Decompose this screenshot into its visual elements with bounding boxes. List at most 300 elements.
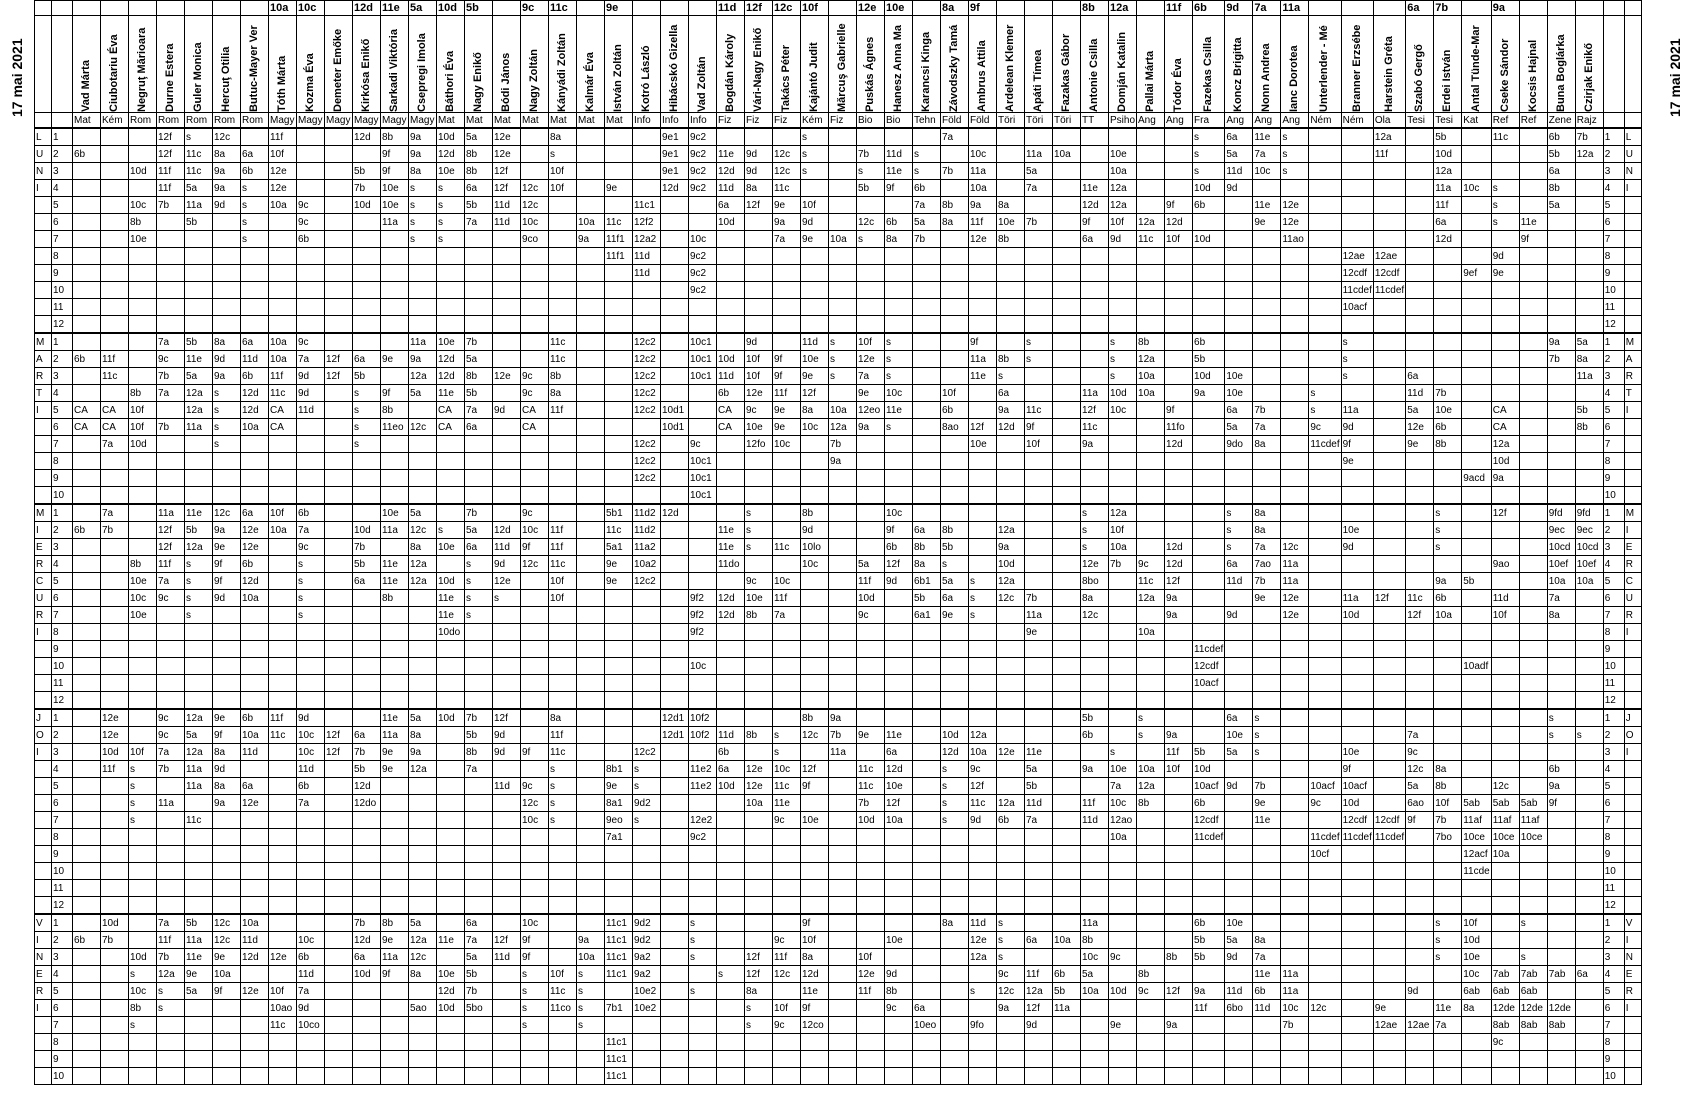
homeroom-class xyxy=(241,1,269,16)
schedule-cell: 12c xyxy=(521,180,549,197)
schedule-cell xyxy=(1081,1000,1109,1017)
schedule-cell: 6b xyxy=(1434,590,1462,607)
schedule-cell xyxy=(129,641,157,658)
schedule-cell xyxy=(325,197,353,214)
schedule-cell xyxy=(1109,897,1137,915)
schedule-cell xyxy=(381,880,409,897)
schedule-cell: CA xyxy=(269,419,297,436)
schedule-cell xyxy=(325,248,353,265)
schedule-cell xyxy=(521,590,549,607)
schedule-cell: 12eo xyxy=(857,402,885,419)
schedule-cell xyxy=(325,573,353,590)
schedule-cell xyxy=(1253,487,1281,505)
schedule-cell: CA xyxy=(101,402,129,419)
schedule-cell xyxy=(941,709,969,727)
schedule-cell: 8b xyxy=(381,128,409,146)
schedule-cell xyxy=(129,453,157,470)
schedule-cell xyxy=(1575,846,1603,863)
schedule-cell xyxy=(241,658,269,675)
period-number: 7 xyxy=(1603,436,1624,453)
schedule-cell xyxy=(1462,368,1492,385)
schedule-cell: 12f xyxy=(1025,1000,1053,1017)
schedule-cell xyxy=(1025,128,1053,146)
schedule-cell xyxy=(73,1000,101,1017)
teacher-name: Kajántó Judit xyxy=(808,42,820,112)
schedule-cell: 9d xyxy=(745,163,773,180)
schedule-cell xyxy=(1081,778,1109,795)
schedule-cell xyxy=(1193,402,1225,419)
schedule-cell xyxy=(801,658,829,675)
schedule-cell xyxy=(465,692,493,710)
schedule-cell xyxy=(661,744,689,761)
schedule-cell xyxy=(1053,829,1081,846)
schedule-cell xyxy=(1193,607,1225,624)
schedule-cell xyxy=(829,128,857,146)
homeroom-class xyxy=(157,1,185,16)
schedule-cell xyxy=(1434,487,1462,505)
schedule-cell xyxy=(549,658,577,675)
schedule-cell xyxy=(577,282,605,299)
schedule-cell xyxy=(157,402,185,419)
schedule-cell: 11d2 xyxy=(633,522,661,539)
schedule-cell xyxy=(661,880,689,897)
schedule-cell xyxy=(1547,983,1575,1000)
schedule-cell xyxy=(325,624,353,641)
schedule-cell xyxy=(1109,641,1137,658)
schedule-cell: 10c xyxy=(885,385,913,402)
schedule-cell xyxy=(325,1068,353,1085)
schedule-cell: s xyxy=(857,231,885,248)
schedule-cell xyxy=(633,1068,661,1085)
schedule-cell xyxy=(73,709,101,727)
teacher-name: Báthori Éva xyxy=(444,50,456,112)
schedule-cell: 11d xyxy=(1025,795,1053,812)
schedule-cell xyxy=(577,539,605,556)
schedule-cell xyxy=(661,778,689,795)
schedule-cell xyxy=(1406,658,1434,675)
schedule-cell xyxy=(689,197,717,214)
teacher-name-cell xyxy=(549,16,577,113)
schedule-cell xyxy=(1225,299,1253,316)
schedule-cell xyxy=(185,231,213,248)
schedule-cell: 11c xyxy=(1406,590,1434,607)
day-letter: T xyxy=(35,385,52,402)
schedule-cell xyxy=(941,316,969,334)
schedule-cell xyxy=(1462,436,1492,453)
schedule-cell xyxy=(1193,522,1225,539)
schedule-cell: 12de xyxy=(1519,1000,1547,1017)
corner-cell xyxy=(52,1,73,16)
schedule-cell xyxy=(829,829,857,846)
schedule-cell xyxy=(1575,744,1603,761)
schedule-cell xyxy=(297,641,325,658)
schedule-cell: 11e xyxy=(437,590,465,607)
schedule-cell xyxy=(1373,880,1405,897)
schedule-cell: 7a xyxy=(157,914,185,932)
schedule-cell xyxy=(1193,863,1225,880)
teacher-name-cell xyxy=(829,16,857,113)
schedule-cell: 5b xyxy=(353,761,381,778)
schedule-cell xyxy=(465,436,493,453)
day-letter: R xyxy=(35,368,52,385)
day-letter xyxy=(35,658,52,675)
schedule-cell xyxy=(745,932,773,949)
schedule-cell xyxy=(1053,863,1081,880)
schedule-cell xyxy=(353,641,381,658)
schedule-cell: s xyxy=(549,778,577,795)
schedule-cell xyxy=(549,197,577,214)
schedule-cell: 11d xyxy=(241,932,269,949)
schedule-cell xyxy=(1373,914,1405,932)
schedule-cell xyxy=(941,1051,969,1068)
schedule-cell xyxy=(493,333,521,351)
teacher-name-cell xyxy=(381,16,409,113)
schedule-cell xyxy=(1547,914,1575,932)
schedule-cell xyxy=(661,333,689,351)
schedule-cell xyxy=(157,214,185,231)
schedule-cell xyxy=(605,419,633,436)
schedule-cell: 9d xyxy=(213,590,241,607)
schedule-cell xyxy=(745,658,773,675)
schedule-cell xyxy=(1281,880,1309,897)
schedule-cell: 9d xyxy=(745,146,773,163)
schedule-cell xyxy=(829,504,857,522)
schedule-cell xyxy=(213,675,241,692)
schedule-cell xyxy=(1309,214,1341,231)
schedule-cell xyxy=(689,573,717,590)
schedule-cell xyxy=(325,812,353,829)
period-number: 7 xyxy=(1603,607,1624,624)
schedule-cell: 10c xyxy=(689,658,717,675)
schedule-cell: 9fo xyxy=(969,1017,997,1034)
schedule-cell xyxy=(1519,282,1547,299)
schedule-cell xyxy=(1025,914,1053,932)
schedule-cell: 12ae xyxy=(1406,1017,1434,1034)
schedule-cell xyxy=(241,1000,269,1017)
schedule-cell xyxy=(1253,282,1281,299)
schedule-cell: 9d xyxy=(801,214,829,231)
day-letter: M xyxy=(1624,504,1641,522)
schedule-cell: 11d xyxy=(1253,1000,1281,1017)
schedule-cell: 11e2 xyxy=(689,761,717,778)
schedule-cell xyxy=(1575,1068,1603,1085)
schedule-cell xyxy=(465,1051,493,1068)
schedule-cell xyxy=(353,1017,381,1034)
schedule-cell xyxy=(941,1068,969,1085)
schedule-cell: 9f xyxy=(801,778,829,795)
day-letter xyxy=(35,863,52,880)
schedule-cell xyxy=(101,863,129,880)
schedule-cell: 5a xyxy=(1225,146,1253,163)
schedule-cell xyxy=(1225,846,1253,863)
schedule-cell xyxy=(997,333,1025,351)
schedule-cell xyxy=(1373,436,1405,453)
schedule-cell: 8b1 xyxy=(605,761,633,778)
schedule-cell: 9a xyxy=(1165,590,1193,607)
schedule-cell xyxy=(1462,675,1492,692)
schedule-cell xyxy=(465,863,493,880)
schedule-cell: 10f xyxy=(549,163,577,180)
schedule-cell: 11eo xyxy=(381,419,409,436)
schedule-cell xyxy=(325,299,353,316)
schedule-cell: 9d xyxy=(493,556,521,573)
schedule-cell: 12e xyxy=(1281,197,1309,214)
teacher-name-cell xyxy=(885,16,913,113)
schedule-cell: 10f xyxy=(1462,914,1492,932)
schedule-cell: 9c xyxy=(1309,795,1341,812)
schedule-cell: 11d xyxy=(717,180,745,197)
schedule-cell xyxy=(689,897,717,915)
schedule-cell xyxy=(269,658,297,675)
subject-cell: Tehn xyxy=(913,113,941,129)
day-letter xyxy=(1624,812,1641,829)
schedule-cell xyxy=(1406,641,1434,658)
schedule-cell xyxy=(1137,949,1165,966)
schedule-cell xyxy=(773,504,801,522)
schedule-cell xyxy=(213,880,241,897)
schedule-cell: 10a xyxy=(1109,829,1137,846)
schedule-cell: 10e xyxy=(1462,949,1492,966)
schedule-cell xyxy=(409,778,437,795)
schedule-cell: 12f xyxy=(1165,983,1193,1000)
schedule-cell: s xyxy=(745,1000,773,1017)
schedule-cell xyxy=(269,265,297,282)
schedule-cell xyxy=(1519,197,1547,214)
schedule-cell xyxy=(157,316,185,334)
schedule-cell: 10f xyxy=(1109,214,1137,231)
schedule-cell xyxy=(773,248,801,265)
schedule-cell xyxy=(773,522,801,539)
schedule-cell xyxy=(689,1017,717,1034)
schedule-cell: 9c2 xyxy=(689,829,717,846)
schedule-cell xyxy=(129,914,157,932)
subject-cell: Magy xyxy=(325,113,353,129)
schedule-cell xyxy=(549,282,577,299)
schedule-cell xyxy=(1225,1068,1253,1085)
subject-cell: Bio xyxy=(885,113,913,129)
schedule-cell xyxy=(185,453,213,470)
schedule-cell: 6b xyxy=(1053,966,1081,983)
schedule-cell xyxy=(129,1051,157,1068)
schedule-cell xyxy=(297,829,325,846)
schedule-cell xyxy=(689,675,717,692)
schedule-cell: 12e xyxy=(241,539,269,556)
schedule-cell xyxy=(633,829,661,846)
teacher-name: Hibácskó Gizella xyxy=(668,24,680,112)
schedule-cell xyxy=(1165,812,1193,829)
schedule-cell: 11e xyxy=(885,727,913,744)
schedule-cell xyxy=(297,1068,325,1085)
schedule-cell xyxy=(185,1017,213,1034)
schedule-cell xyxy=(829,1017,857,1034)
schedule-cell xyxy=(1373,385,1405,402)
schedule-cell xyxy=(969,863,997,880)
schedule-cell xyxy=(1281,265,1309,282)
schedule-cell xyxy=(885,1034,913,1051)
period-number: 10 xyxy=(1603,1068,1624,1085)
day-letter xyxy=(35,436,52,453)
schedule-cell: 10d xyxy=(1193,761,1225,778)
schedule-cell: CA xyxy=(101,419,129,436)
period-number: 10 xyxy=(1603,282,1624,299)
schedule-cell xyxy=(1137,1068,1165,1085)
schedule-cell xyxy=(745,556,773,573)
schedule-cell xyxy=(1519,1034,1547,1051)
day-letter: E xyxy=(35,539,52,556)
schedule-cell xyxy=(1053,761,1081,778)
schedule-cell xyxy=(773,983,801,1000)
schedule-cell: 8b xyxy=(129,385,157,402)
schedule-cell xyxy=(1406,299,1434,316)
schedule-cell: 6ab xyxy=(1462,983,1492,1000)
schedule-cell xyxy=(493,487,521,505)
schedule-cell xyxy=(73,812,101,829)
schedule-cell xyxy=(689,539,717,556)
schedule-cell xyxy=(661,197,689,214)
period-row xyxy=(35,487,1642,505)
schedule-cell: 11e xyxy=(437,932,465,949)
schedule-cell xyxy=(297,470,325,487)
schedule-cell xyxy=(1281,402,1309,419)
schedule-cell: 12cdf xyxy=(1341,265,1373,282)
subject-cell: Töri xyxy=(997,113,1025,129)
schedule-cell: 10d xyxy=(1193,368,1225,385)
schedule-cell xyxy=(1081,351,1109,368)
period-number: 12 xyxy=(52,316,73,334)
schedule-cell: 12f xyxy=(745,197,773,214)
schedule-cell xyxy=(1434,727,1462,744)
schedule-cell: s xyxy=(213,385,241,402)
schedule-cell: s xyxy=(353,385,381,402)
schedule-cell: s xyxy=(1193,128,1225,146)
schedule-cell: 6b xyxy=(1193,795,1225,812)
schedule-cell xyxy=(213,231,241,248)
schedule-cell xyxy=(1575,914,1603,932)
schedule-cell xyxy=(409,402,437,419)
schedule-cell: 11a xyxy=(157,504,185,522)
schedule-cell xyxy=(1281,675,1309,692)
schedule-cell: 11e xyxy=(1519,214,1547,231)
day-letter xyxy=(35,282,52,299)
period-number: 5 xyxy=(52,983,73,1000)
schedule-cell xyxy=(1253,658,1281,675)
schedule-cell: 5ab xyxy=(1519,795,1547,812)
subject-cell: Info xyxy=(689,113,717,129)
schedule-cell: 10f xyxy=(1165,761,1193,778)
schedule-cell xyxy=(1519,180,1547,197)
schedule-cell: 9a xyxy=(1434,573,1462,590)
teacher-name: Branner Erzsébe xyxy=(1350,24,1363,112)
schedule-cell xyxy=(801,248,829,265)
schedule-cell xyxy=(409,846,437,863)
teacher-name: Hercuţ Otilia xyxy=(220,46,232,112)
schedule-cell: 10c1 xyxy=(689,487,717,505)
period-number: 8 xyxy=(1603,248,1624,265)
schedule-cell xyxy=(1053,573,1081,590)
schedule-cell xyxy=(1547,470,1575,487)
schedule-cell xyxy=(913,419,941,436)
schedule-cell xyxy=(1434,846,1462,863)
schedule-cell xyxy=(1109,863,1137,880)
subject-cell: TT xyxy=(1081,113,1109,129)
schedule-cell xyxy=(605,590,633,607)
schedule-cell xyxy=(577,590,605,607)
schedule-cell xyxy=(297,265,325,282)
schedule-cell xyxy=(493,675,521,692)
schedule-cell xyxy=(773,914,801,932)
schedule-cell: 12f xyxy=(885,795,913,812)
period-number: 5 xyxy=(1603,402,1624,419)
schedule-cell xyxy=(549,487,577,505)
schedule-cell xyxy=(633,607,661,624)
schedule-cell xyxy=(157,453,185,470)
schedule-cell: 7b xyxy=(829,436,857,453)
schedule-cell xyxy=(1575,282,1603,299)
schedule-cell: 10e xyxy=(129,607,157,624)
schedule-cell xyxy=(241,675,269,692)
schedule-cell: 9f xyxy=(801,1000,829,1017)
schedule-cell xyxy=(605,146,633,163)
schedule-cell xyxy=(325,590,353,607)
schedule-cell xyxy=(437,504,465,522)
teacher-name: Bódi János xyxy=(500,52,512,112)
schedule-cell xyxy=(1434,1034,1462,1051)
schedule-cell: 10d xyxy=(1109,983,1137,1000)
schedule-cell xyxy=(969,1051,997,1068)
schedule-cell xyxy=(1434,641,1462,658)
schedule-cell: s xyxy=(129,778,157,795)
schedule-cell: 12c xyxy=(773,146,801,163)
schedule-cell xyxy=(997,863,1025,880)
teacher-name: István Zoltán xyxy=(612,44,624,112)
schedule-cell xyxy=(1547,299,1575,316)
schedule-cell xyxy=(409,1034,437,1051)
schedule-cell xyxy=(1575,453,1603,470)
corner-cell xyxy=(1603,16,1624,113)
schedule-cell: 5b xyxy=(185,522,213,539)
period-number: 4 xyxy=(1603,761,1624,778)
schedule-cell xyxy=(73,556,101,573)
schedule-cell: 12e xyxy=(857,351,885,368)
period-row xyxy=(35,402,1642,419)
schedule-cell: 10e xyxy=(1225,385,1253,402)
schedule-cell: 10c xyxy=(521,522,549,539)
schedule-cell xyxy=(829,282,857,299)
schedule-cell: 11d xyxy=(885,146,913,163)
schedule-cell xyxy=(1519,897,1547,915)
schedule-cell xyxy=(829,316,857,334)
schedule-cell xyxy=(157,624,185,641)
schedule-cell xyxy=(1193,556,1225,573)
period-number: 8 xyxy=(1603,453,1624,470)
schedule-cell xyxy=(997,761,1025,778)
schedule-cell xyxy=(1165,368,1193,385)
teacher-name-cell xyxy=(437,16,465,113)
schedule-cell: 5a xyxy=(465,522,493,539)
schedule-cell xyxy=(1341,983,1373,1000)
schedule-cell xyxy=(633,128,661,146)
schedule-cell xyxy=(661,248,689,265)
schedule-cell xyxy=(1081,897,1109,915)
teacher-name: Kotró László xyxy=(640,45,652,112)
schedule-cell: 5a xyxy=(409,709,437,727)
teacher-name-cell xyxy=(1341,16,1373,113)
schedule-cell xyxy=(717,504,745,522)
schedule-cell xyxy=(885,1051,913,1068)
schedule-cell xyxy=(73,675,101,692)
schedule-cell xyxy=(885,607,913,624)
schedule-cell xyxy=(801,863,829,880)
